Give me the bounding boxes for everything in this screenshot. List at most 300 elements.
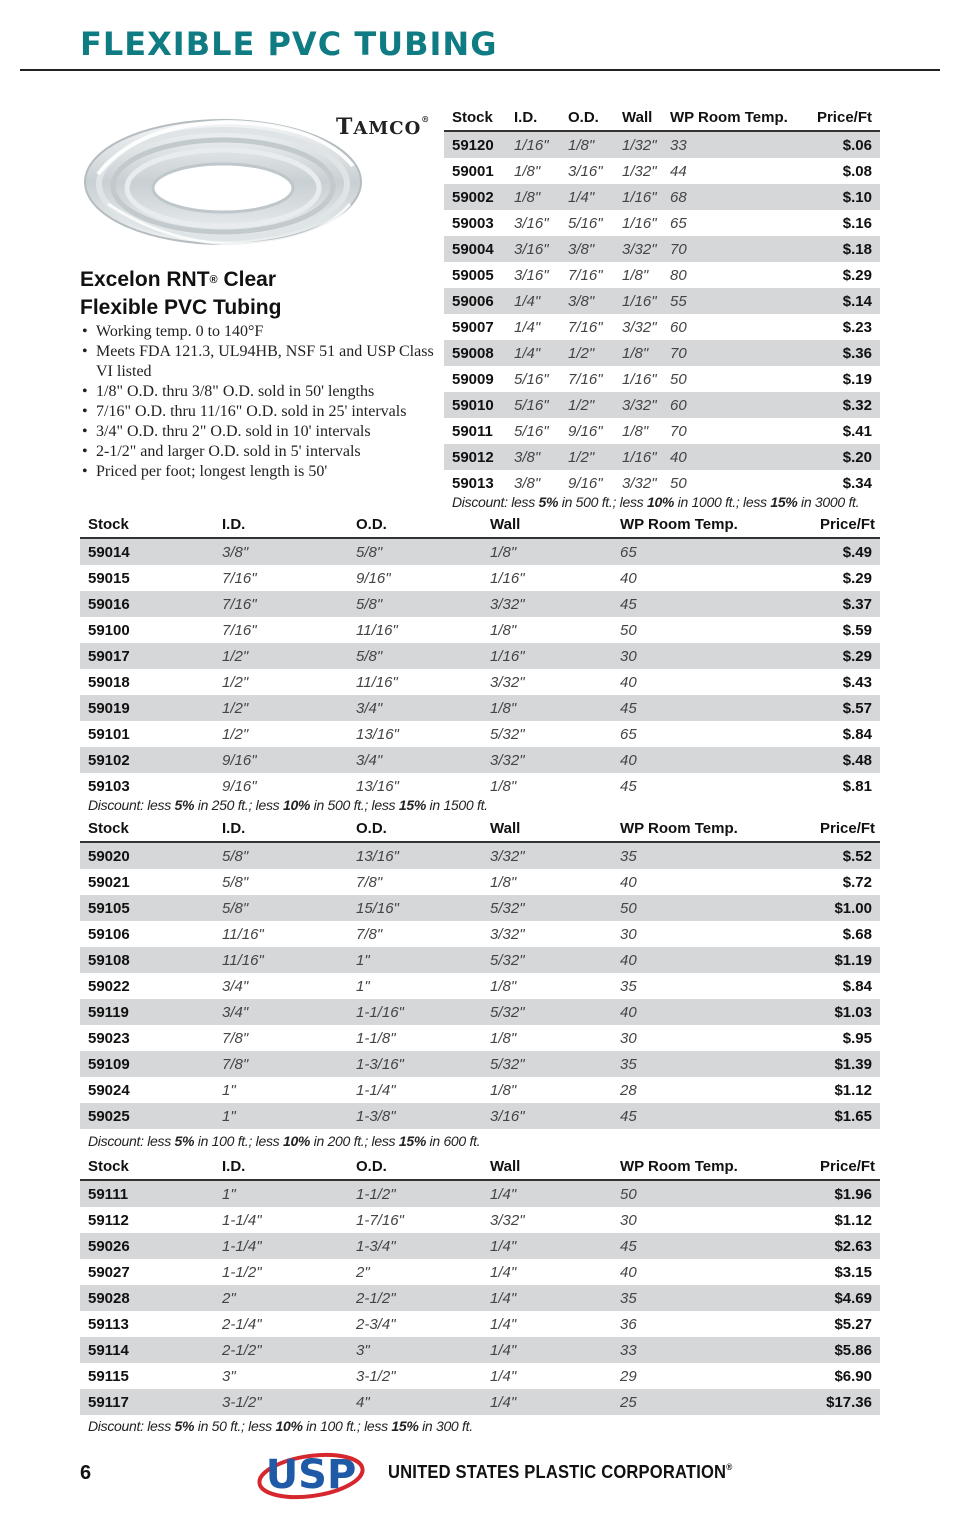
cell-outer-diameter: 2"	[356, 1263, 370, 1281]
cell-inner-diameter: 1"	[222, 1107, 236, 1125]
cell-price-per-ft: $.36	[842, 344, 872, 362]
table-row	[80, 773, 880, 799]
cell-inner-diameter: 1/8"	[514, 162, 541, 180]
table-row	[80, 669, 880, 695]
cell-wp-room-temp: 68	[670, 188, 687, 206]
cell-stock: 59109	[88, 1055, 130, 1073]
page-title: FLEXIBLE PVC TUBING	[80, 25, 498, 63]
cell-wp-room-temp: 35	[620, 1289, 637, 1307]
cell-price-per-ft: $17.36	[826, 1393, 872, 1411]
cell-price-per-ft: $1.00	[834, 899, 872, 917]
column-header-wall: Wall	[490, 515, 521, 533]
cell-stock: 59017	[88, 647, 130, 665]
feature-item: • 7/16" O.D. thru 11/16" O.D. sold in 25' intervals	[80, 402, 440, 422]
cell-wp-room-temp: 45	[620, 1107, 637, 1125]
cell-wall: 5/32"	[490, 725, 525, 743]
cell-outer-diameter: 7/16"	[568, 318, 603, 336]
cell-outer-diameter: 5/16"	[568, 214, 603, 232]
cell-wp-room-temp: 30	[620, 1029, 637, 1047]
cell-price-per-ft: $3.15	[834, 1263, 872, 1281]
discount-percent: 5%	[174, 1133, 195, 1149]
cell-outer-diameter: 9/16"	[568, 422, 603, 440]
discount-text: in 1000 ft.; less	[674, 494, 771, 510]
cell-outer-diameter: 1-1/4"	[356, 1081, 396, 1099]
cell-wp-room-temp: 36	[620, 1315, 637, 1333]
cell-wp-room-temp: 50	[670, 370, 687, 388]
table-row	[80, 643, 880, 669]
cell-price-per-ft: $.41	[842, 422, 872, 440]
cell-inner-diameter: 11/16"	[222, 951, 264, 969]
cell-price-per-ft: $.49	[842, 543, 872, 561]
cell-wp-room-temp: 80	[670, 266, 687, 284]
table-row	[80, 1103, 880, 1129]
cell-stock: 59006	[452, 292, 494, 310]
title-divider	[20, 69, 940, 71]
tubing-coil-image	[78, 104, 368, 254]
cell-inner-diameter: 5/8"	[222, 873, 249, 891]
cell-wp-room-temp: 33	[620, 1341, 637, 1359]
table-row	[80, 1389, 880, 1415]
cell-wp-room-temp: 70	[670, 422, 687, 440]
table-row	[444, 184, 880, 210]
cell-stock: 59013	[452, 474, 494, 492]
cell-wp-room-temp: 50	[620, 621, 637, 639]
discount-text: in 1500 ft.	[425, 797, 488, 813]
cell-stock: 59028	[88, 1289, 130, 1307]
cell-wp-room-temp: 30	[620, 1211, 637, 1229]
cell-price-per-ft: $.48	[842, 751, 872, 769]
cell-wp-room-temp: 40	[620, 1003, 637, 1021]
cell-outer-diameter: 7/8"	[356, 925, 383, 943]
cell-price-per-ft: $1.03	[834, 1003, 872, 1021]
cell-stock: 59004	[452, 240, 494, 258]
cell-wall: 3/32"	[490, 673, 525, 691]
table-row	[444, 418, 880, 444]
cell-outer-diameter: 1"	[356, 951, 370, 969]
cell-wall: 1/16"	[622, 188, 657, 206]
table-row	[80, 617, 880, 643]
column-header-wall: Wall	[622, 108, 653, 126]
cell-stock: 59007	[452, 318, 494, 336]
table-row	[80, 1180, 880, 1207]
cell-wall: 3/32"	[490, 595, 525, 613]
table-header-row	[80, 815, 880, 842]
cell-stock: 59108	[88, 951, 130, 969]
cell-wall: 1/8"	[490, 699, 517, 717]
cell-stock: 59003	[452, 214, 494, 232]
cell-outer-diameter: 7/8"	[356, 873, 383, 891]
cell-stock: 59008	[452, 344, 494, 362]
cell-stock: 59018	[88, 673, 130, 691]
table-row	[80, 1285, 880, 1311]
cell-inner-diameter: 7/8"	[222, 1055, 249, 1073]
cell-inner-diameter: 5/16"	[514, 422, 549, 440]
cell-wp-room-temp: 33	[670, 136, 687, 154]
cell-wp-room-temp: 70	[670, 344, 687, 362]
cell-price-per-ft: $.95	[842, 1029, 872, 1047]
cell-outer-diameter: 11/16"	[356, 673, 398, 691]
discount-percent: 5%	[538, 494, 559, 510]
cell-wall: 3/32"	[622, 474, 657, 492]
cell-inner-diameter: 2"	[222, 1289, 236, 1307]
cell-stock: 59021	[88, 873, 130, 891]
cell-outer-diameter: 1"	[356, 977, 370, 995]
cell-price-per-ft: $.19	[842, 370, 872, 388]
cell-inner-diameter: 1"	[222, 1081, 236, 1099]
table-row	[80, 973, 880, 999]
cell-outer-diameter: 1/2"	[568, 396, 595, 414]
table-row	[80, 747, 880, 773]
cell-stock: 59025	[88, 1107, 130, 1125]
discount-percent: 5%	[174, 1418, 195, 1434]
cell-wall: 1/8"	[490, 621, 517, 639]
cell-price-per-ft: $1.19	[834, 951, 872, 969]
cell-inner-diameter: 1/2"	[222, 699, 249, 717]
cell-outer-diameter: 7/16"	[568, 266, 603, 284]
product-name-line2: Flexible PVC Tubing	[80, 296, 282, 319]
table-row	[444, 340, 880, 366]
cell-wp-room-temp: 60	[670, 396, 687, 414]
cell-price-per-ft: $4.69	[834, 1289, 872, 1307]
column-header-stock: Stock	[88, 819, 129, 837]
cell-inner-diameter: 3/16"	[514, 214, 549, 232]
cell-wall: 1/4"	[490, 1393, 517, 1411]
cell-outer-diameter: 3/4"	[356, 699, 383, 717]
cell-wall: 1/16"	[622, 292, 657, 310]
cell-stock: 59020	[88, 847, 130, 865]
discount-text: in 200 ft.; less	[310, 1133, 399, 1149]
cell-price-per-ft: $.43	[842, 673, 872, 691]
cell-inner-diameter: 3/16"	[514, 240, 549, 258]
cell-price-per-ft: $1.96	[834, 1185, 872, 1203]
cell-price-per-ft: $.29	[842, 266, 872, 284]
table-row	[80, 1233, 880, 1259]
column-header-inner-diameter: I.D.	[222, 1157, 246, 1175]
cell-inner-diameter: 5/16"	[514, 370, 549, 388]
cell-wall: 1/4"	[490, 1315, 517, 1333]
cell-price-per-ft: $1.12	[834, 1081, 872, 1099]
discount-text: in 600 ft.	[425, 1133, 481, 1149]
discount-text: in 3000 ft.	[797, 494, 860, 510]
cell-wp-room-temp: 40	[620, 751, 637, 769]
cell-wall: 3/16"	[490, 1107, 525, 1125]
column-header-outer-diameter: O.D.	[568, 108, 599, 126]
cell-price-per-ft: $1.65	[834, 1107, 872, 1125]
column-header-stock: Stock	[88, 515, 129, 533]
cell-price-per-ft: $.68	[842, 925, 872, 943]
cell-price-per-ft: $.37	[842, 595, 872, 613]
discount-text: Discount: less	[88, 1418, 175, 1434]
discount-percent: 15%	[398, 797, 426, 813]
table-row	[80, 721, 880, 747]
column-header-price-per-ft: Price/Ft	[820, 515, 876, 533]
cell-wall: 3/32"	[622, 318, 657, 336]
cell-wp-room-temp: 35	[620, 847, 637, 865]
table-row	[444, 392, 880, 418]
cell-stock: 59101	[88, 725, 130, 743]
table-row	[80, 999, 880, 1025]
cell-inner-diameter: 1/4"	[514, 344, 541, 362]
column-header-outer-diameter: O.D.	[356, 819, 387, 837]
cell-price-per-ft: $.72	[842, 873, 872, 891]
cell-price-per-ft: $.20	[842, 448, 872, 466]
cell-stock: 59011	[452, 422, 493, 440]
cell-stock: 59026	[88, 1237, 130, 1255]
table-row	[444, 366, 880, 392]
column-header-inner-diameter: I.D.	[222, 515, 246, 533]
cell-wall: 1/4"	[490, 1367, 517, 1385]
cell-inner-diameter: 7/16"	[222, 621, 257, 639]
cell-inner-diameter: 3/8"	[514, 474, 541, 492]
cell-wall: 1/4"	[490, 1185, 517, 1203]
cell-stock: 59114	[88, 1341, 129, 1359]
cell-wall: 1/8"	[490, 777, 517, 795]
cell-inner-diameter: 5/8"	[222, 847, 249, 865]
discount-text: Discount: less	[88, 797, 175, 813]
discount-percent: 10%	[282, 1133, 311, 1149]
table-row	[80, 1259, 880, 1285]
cell-inner-diameter: 9/16"	[222, 777, 257, 795]
cell-inner-diameter: 1-1/2"	[222, 1263, 262, 1281]
column-header-stock: Stock	[452, 108, 493, 126]
cell-wall: 5/32"	[490, 951, 525, 969]
usp-logo-icon	[256, 1446, 366, 1502]
cell-wp-room-temp: 30	[620, 647, 637, 665]
discount-note	[88, 797, 488, 813]
cell-wp-room-temp: 30	[620, 925, 637, 943]
cell-wp-room-temp: 50	[620, 899, 637, 917]
table-header-row	[80, 1153, 880, 1180]
cell-outer-diameter: 5/8"	[356, 543, 383, 561]
product-heading: Excelon RNT® Clear Flexible PVC Tubing	[80, 268, 282, 319]
cell-outer-diameter: 9/16"	[568, 474, 603, 492]
table-row	[80, 695, 880, 721]
cell-wp-room-temp: 65	[670, 214, 687, 232]
tamco-logo: TAMCO®	[336, 114, 431, 140]
table-row	[80, 591, 880, 617]
cell-wp-room-temp: 29	[620, 1367, 637, 1385]
cell-stock: 59001	[452, 162, 494, 180]
table-row	[80, 1025, 880, 1051]
tubing-table-medium	[80, 511, 880, 799]
cell-wall: 5/32"	[490, 899, 525, 917]
cell-inner-diameter: 1/2"	[222, 673, 249, 691]
table-row	[444, 444, 880, 470]
cell-price-per-ft: $1.39	[834, 1055, 872, 1073]
table-row	[80, 947, 880, 973]
cell-wp-room-temp: 40	[620, 873, 637, 891]
cell-inner-diameter: 1/16"	[514, 136, 549, 154]
table-row	[80, 565, 880, 591]
cell-wp-room-temp: 50	[670, 474, 687, 492]
cell-inner-diameter: 1/4"	[514, 292, 541, 310]
cell-wall: 5/32"	[490, 1055, 525, 1073]
cell-wp-room-temp: 45	[620, 699, 637, 717]
cell-wp-room-temp: 40	[620, 569, 637, 587]
page-number: 6	[80, 1462, 92, 1484]
cell-wp-room-temp: 25	[620, 1393, 637, 1411]
cell-price-per-ft: $.10	[842, 188, 872, 206]
cell-price-per-ft: $5.86	[834, 1341, 872, 1359]
cell-inner-diameter: 7/16"	[222, 595, 257, 613]
cell-stock: 59106	[88, 925, 130, 943]
cell-wp-room-temp: 44	[670, 162, 687, 180]
cell-wall: 1/8"	[490, 543, 517, 561]
cell-stock: 59010	[452, 396, 494, 414]
cell-price-per-ft: $5.27	[834, 1315, 872, 1333]
cell-stock: 59117	[88, 1393, 129, 1411]
table-row	[444, 288, 880, 314]
cell-stock: 59112	[88, 1211, 129, 1229]
cell-outer-diameter: 7/16"	[568, 370, 603, 388]
cell-price-per-ft: $1.12	[834, 1211, 872, 1229]
cell-price-per-ft: $.29	[842, 647, 872, 665]
cell-outer-diameter: 13/16"	[356, 777, 399, 795]
cell-wp-room-temp: 45	[620, 777, 637, 795]
table-row	[444, 158, 880, 184]
cell-stock: 59111	[88, 1185, 129, 1203]
cell-stock: 59014	[88, 543, 130, 561]
table-row	[444, 131, 880, 158]
cell-outer-diameter: 1/2"	[568, 344, 595, 362]
tubing-table-small	[444, 104, 880, 496]
cell-wall: 3/32"	[622, 240, 657, 258]
cell-wp-room-temp: 60	[670, 318, 687, 336]
tubing-table-xlarge	[80, 1153, 880, 1415]
cell-outer-diameter: 3/8"	[568, 292, 595, 310]
column-header-outer-diameter: O.D.	[356, 1157, 387, 1175]
feature-list	[80, 322, 440, 482]
cell-stock: 59022	[88, 977, 130, 995]
cell-outer-diameter: 1-1/2"	[356, 1185, 396, 1203]
cell-wall: 1/16"	[622, 448, 657, 466]
cell-stock: 59102	[88, 751, 130, 769]
cell-stock: 59100	[88, 621, 130, 639]
table-row	[444, 210, 880, 236]
column-header-wall: Wall	[490, 1157, 521, 1175]
cell-wall: 1/8"	[490, 873, 517, 891]
cell-inner-diameter: 1/4"	[514, 318, 541, 336]
cell-inner-diameter: 3/8"	[514, 448, 541, 466]
cell-outer-diameter: 3-1/2"	[356, 1367, 396, 1385]
cell-inner-diameter: 3-1/2"	[222, 1393, 262, 1411]
cell-outer-diameter: 2-1/2"	[356, 1289, 396, 1307]
cell-price-per-ft: $.08	[842, 162, 872, 180]
cell-stock: 59016	[88, 595, 130, 613]
cell-inner-diameter: 3/8"	[222, 543, 249, 561]
discount-text: in 500 ft.; less	[558, 494, 647, 510]
column-header-price-per-ft: Price/Ft	[820, 819, 876, 837]
tubing-table-large	[80, 815, 880, 1129]
discount-note	[88, 1133, 480, 1149]
cell-price-per-ft: $.16	[842, 214, 872, 232]
cell-outer-diameter: 1-1/16"	[356, 1003, 404, 1021]
cell-wp-room-temp: 45	[620, 595, 637, 613]
cell-wall: 1/16"	[622, 370, 657, 388]
cell-outer-diameter: 1/2"	[568, 448, 595, 466]
cell-wall: 1/8"	[490, 1081, 517, 1099]
cell-price-per-ft: $.57	[842, 699, 872, 717]
cell-stock: 59027	[88, 1263, 130, 1281]
cell-wp-room-temp: 50	[620, 1185, 637, 1203]
cell-inner-diameter: 1/2"	[222, 647, 249, 665]
cell-wall: 1/8"	[622, 422, 649, 440]
table-row	[80, 1077, 880, 1103]
discount-percent: 15%	[770, 494, 798, 510]
cell-stock: 59119	[88, 1003, 129, 1021]
cell-wall: 1/16"	[490, 647, 525, 665]
table-row	[80, 538, 880, 565]
cell-outer-diameter: 3/16"	[568, 162, 603, 180]
cell-inner-diameter: 7/8"	[222, 1029, 249, 1047]
svg-text:USP: USP	[265, 1452, 357, 1498]
cell-outer-diameter: 3/4"	[356, 751, 383, 769]
table-row	[80, 1311, 880, 1337]
cell-wall: 3/32"	[490, 1211, 525, 1229]
cell-outer-diameter: 4"	[356, 1393, 370, 1411]
discount-note	[88, 1418, 473, 1434]
table-row	[80, 869, 880, 895]
cell-price-per-ft: $.29	[842, 569, 872, 587]
cell-price-per-ft: $.06	[842, 136, 872, 154]
column-header-wp-room-temp: WP Room Temp.	[620, 1157, 738, 1175]
cell-wall: 5/32"	[490, 1003, 525, 1021]
cell-outer-diameter: 3/8"	[568, 240, 595, 258]
cell-wp-room-temp: 40	[620, 1263, 637, 1281]
cell-inner-diameter: 1"	[222, 1185, 236, 1203]
discount-text: in 100 ft.; less	[194, 1133, 283, 1149]
feature-item: • 3/4" O.D. thru 2" O.D. sold in 10' intervals	[80, 422, 440, 442]
table-row	[444, 470, 880, 496]
cell-outer-diameter: 2-3/4"	[356, 1315, 396, 1333]
cell-inner-diameter: 7/16"	[222, 569, 257, 587]
column-header-stock: Stock	[88, 1157, 129, 1175]
cell-inner-diameter: 5/8"	[222, 899, 249, 917]
feature-item: • 2-1/2" and larger O.D. sold in 5' intervals	[80, 442, 440, 462]
cell-wall: 1/8"	[490, 1029, 517, 1047]
cell-wall: 1/4"	[490, 1341, 517, 1359]
cell-wall: 1/8"	[622, 344, 649, 362]
feature-item: • 1/8" O.D. thru 3/8" O.D. sold in 50' lengths	[80, 382, 440, 402]
cell-stock: 59009	[452, 370, 494, 388]
discount-text: in 100 ft.; less	[302, 1418, 392, 1434]
cell-outer-diameter: 13/16"	[356, 725, 399, 743]
cell-inner-diameter: 9/16"	[222, 751, 257, 769]
cell-inner-diameter: 3/4"	[222, 1003, 249, 1021]
cell-stock: 59024	[88, 1081, 130, 1099]
cell-stock: 59113	[88, 1315, 129, 1333]
cell-outer-diameter: 1/8"	[568, 136, 595, 154]
discount-percent: 15%	[398, 1133, 426, 1149]
cell-wall: 1/16"	[490, 569, 525, 587]
table-row	[80, 842, 880, 869]
table-row	[80, 1207, 880, 1233]
feature-item: • Priced per foot; longest length is 50'	[80, 462, 440, 482]
cell-outer-diameter: 9/16"	[356, 569, 391, 587]
cell-inner-diameter: 2-1/4"	[222, 1315, 262, 1333]
cell-wp-room-temp: 45	[620, 1237, 637, 1255]
cell-stock: 59103	[88, 777, 130, 795]
cell-outer-diameter: 1-1/8"	[356, 1029, 396, 1047]
cell-outer-diameter: 1-3/8"	[356, 1107, 396, 1125]
cell-wp-room-temp: 40	[670, 448, 687, 466]
cell-outer-diameter: 15/16"	[356, 899, 399, 917]
cell-price-per-ft: $.81	[842, 777, 872, 795]
column-header-wp-room-temp: WP Room Temp.	[620, 515, 738, 533]
discount-percent: 10%	[282, 797, 311, 813]
table-row	[80, 921, 880, 947]
cell-wp-room-temp: 35	[620, 977, 637, 995]
